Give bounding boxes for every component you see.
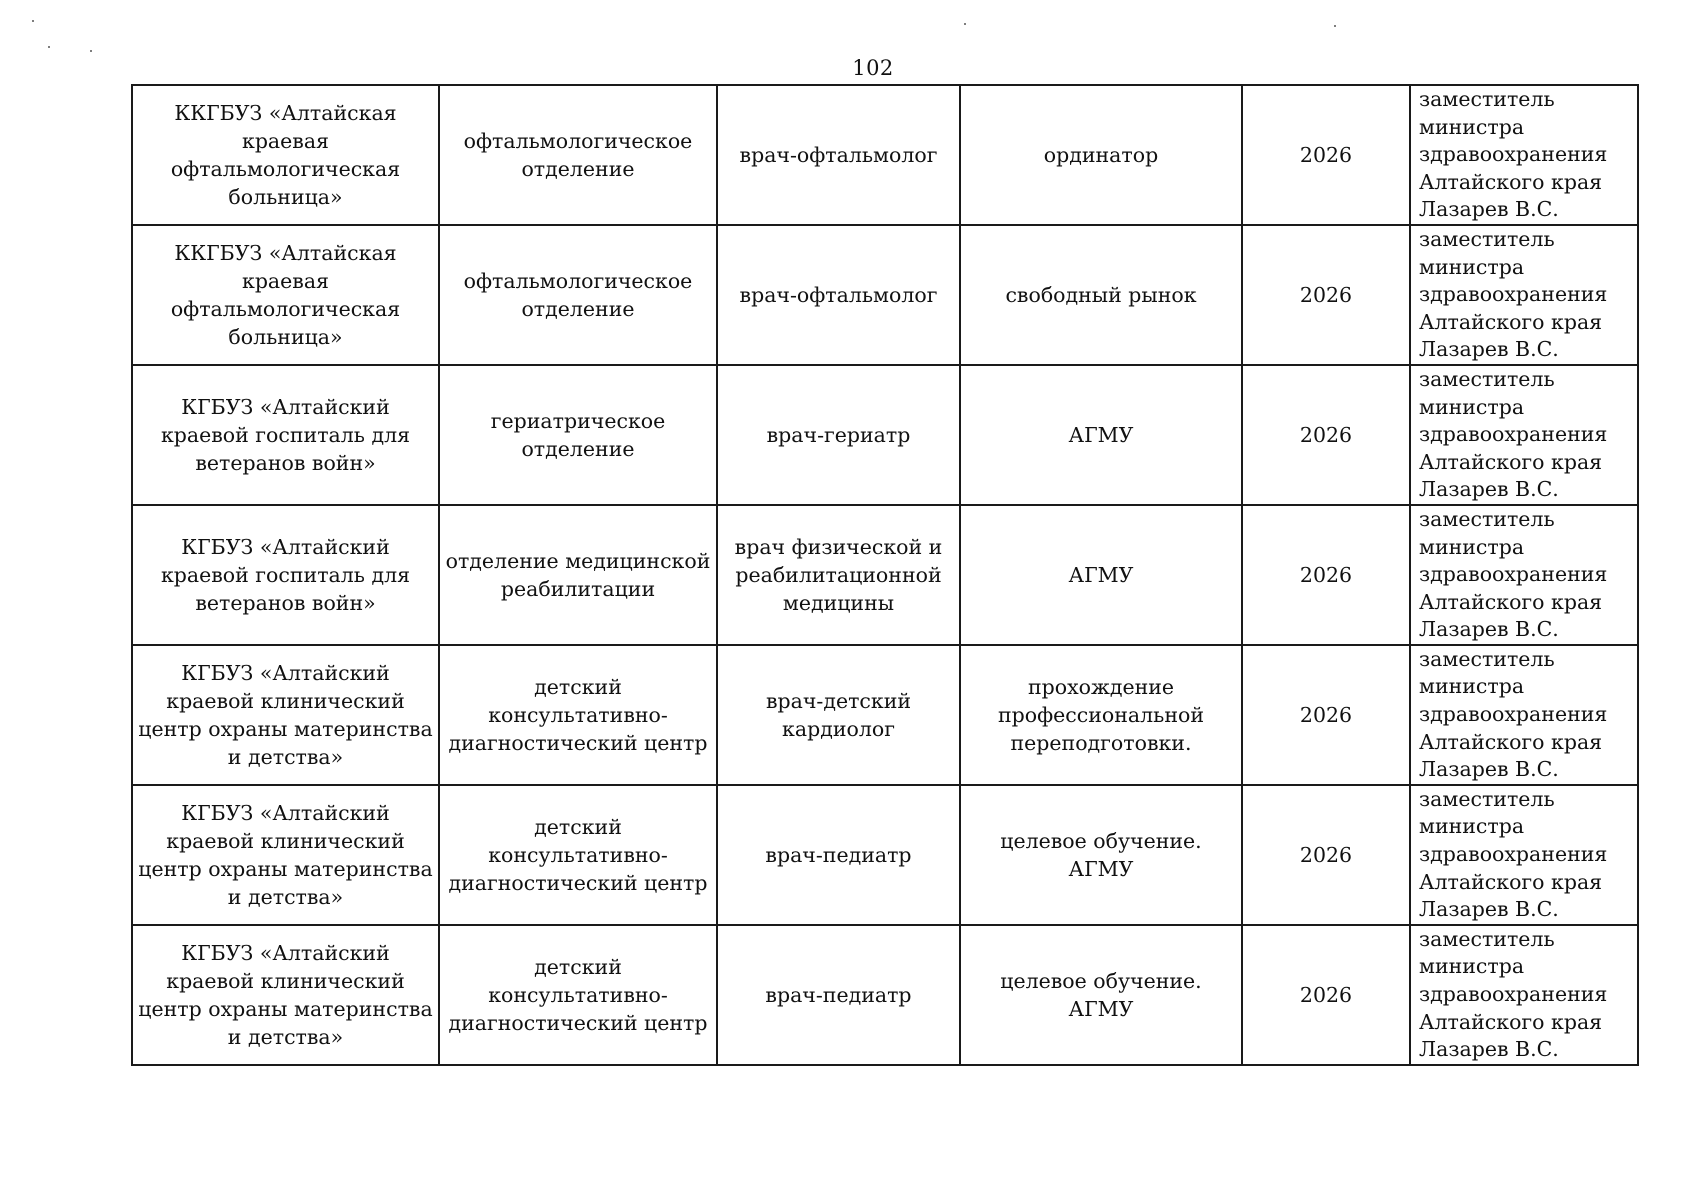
cell-organization [132,645,439,785]
cell-position-text: врач-гериатр [766,422,911,447]
cell-department [439,645,717,785]
cell-department [439,85,717,225]
cell-year [1242,225,1410,365]
cell-responsible [1410,225,1638,365]
scan-speck [32,20,34,22]
cell-position [717,365,960,505]
cell-organization-text: ККГБУЗ «Алтайская краевая офтальмологическая больница» [170,100,401,209]
staffing-table [131,84,1639,1066]
table-row [132,645,1638,785]
cell-responsible-text: заместитель министра здравоохранения Алтайского края Лазарев В.С. [1419,87,1608,222]
cell-department [439,365,717,505]
cell-position [717,225,960,365]
scan-speck [964,23,966,25]
cell-source [960,505,1242,645]
cell-department-text: отделение медицинской реабилитации [445,548,711,601]
cell-year [1242,645,1410,785]
cell-position [717,645,960,785]
cell-organization-text: КГБУЗ «Алтайский краевой клинический центр охраны материнства и детства» [138,940,433,1049]
cell-department-text: детский консультативно- диагностический центр [448,814,708,895]
scan-speck [48,46,50,48]
cell-year [1242,365,1410,505]
cell-source [960,785,1242,925]
table-row [132,225,1638,365]
cell-department [439,925,717,1065]
cell-source [960,85,1242,225]
cell-position [717,785,960,925]
cell-year-text: 2026 [1299,562,1353,587]
cell-organization [132,365,439,505]
cell-responsible-text: заместитель министра здравоохранения Алтайского края Лазарев В.С. [1419,226,1608,362]
cell-department-text: офтальмологическое отделение [463,128,693,181]
table-row [132,785,1638,925]
cell-position-text: врач-детский кардиолог [765,688,912,741]
cell-position-text: врач-офтальмолог [739,142,938,167]
cell-source-text: свободный рынок [1005,282,1197,307]
cell-organization [132,505,439,645]
cell-year [1242,505,1410,645]
cell-source [960,365,1242,505]
cell-department-text: гериатрическое отделение [490,408,666,461]
cell-source-text: ординатор [1043,142,1159,167]
cell-year-text: 2026 [1299,142,1353,167]
table-row [132,505,1638,645]
cell-year [1242,925,1410,1065]
cell-organization-text: КГБУЗ «Алтайский краевой госпиталь для ветеранов войн» [160,394,411,475]
cell-responsible [1410,505,1638,645]
table-row [132,85,1638,225]
cell-responsible-text: заместитель министра здравоохранения Алтайского края Лазарев В.С. [1419,646,1608,782]
cell-responsible-text: заместитель министра здравоохранения Алтайского края Лазарев В.С. [1419,786,1608,922]
cell-organization-text: ККГБУЗ «Алтайская краевая офтальмологическая больница» [170,240,401,349]
cell-source-text: целевое обучение. АГМУ [1000,968,1202,1021]
cell-position-text: врач-педиатр [765,842,912,867]
cell-organization [132,925,439,1065]
cell-department [439,505,717,645]
cell-year-text: 2026 [1299,282,1353,307]
cell-source-text: АГМУ [1068,562,1134,587]
cell-position-text: врач физической и реабилитационной медицины [734,534,943,615]
cell-source-text: целевое обучение. АГМУ [1000,828,1202,881]
cell-department-text: детский консультативно- диагностический центр [448,954,708,1035]
cell-responsible [1410,85,1638,225]
cell-responsible [1410,645,1638,785]
cell-year [1242,785,1410,925]
cell-year-text: 2026 [1299,842,1353,867]
table-row [132,365,1638,505]
cell-responsible [1410,365,1638,505]
table-body [132,85,1638,1065]
scan-speck [90,50,92,52]
cell-organization-text: КГБУЗ «Алтайский краевой клинический центр охраны материнства и детства» [138,800,433,909]
cell-organization [132,785,439,925]
cell-source-text: прохождение профессиональной переподготовки. [997,674,1204,755]
cell-position [717,505,960,645]
cell-responsible [1410,785,1638,925]
cell-responsible-text: заместитель министра здравоохранения Алтайского края Лазарев В.С. [1419,506,1608,642]
cell-source-text: АГМУ [1068,422,1134,447]
cell-year-text: 2026 [1299,982,1353,1007]
cell-organization-text: КГБУЗ «Алтайский краевой госпиталь для ветеранов войн» [160,534,411,615]
cell-year-text: 2026 [1299,702,1353,727]
cell-source [960,225,1242,365]
cell-organization-text: КГБУЗ «Алтайский краевой клинический центр охраны материнства и детства» [138,660,433,769]
cell-responsible-text: заместитель министра здравоохранения Алтайского края Лазарев В.С. [1419,926,1608,1062]
cell-organization [132,225,439,365]
cell-department [439,785,717,925]
cell-department-text: офтальмологическое отделение [463,268,693,321]
cell-responsible-text: заместитель министра здравоохранения Алтайского края Лазарев В.С. [1419,366,1608,502]
table-row [132,925,1638,1065]
cell-organization [132,85,439,225]
cell-position [717,925,960,1065]
cell-position [717,85,960,225]
cell-position-text: врач-офтальмолог [739,282,938,307]
cell-department-text: детский консультативно- диагностический центр [448,674,708,755]
scan-speck [1334,25,1336,27]
cell-position-text: врач-педиатр [765,982,912,1007]
page-number: 102 [852,56,894,80]
cell-department [439,225,717,365]
cell-responsible [1410,925,1638,1065]
cell-year [1242,85,1410,225]
cell-year-text: 2026 [1299,422,1353,447]
cell-source [960,645,1242,785]
cell-source [960,925,1242,1065]
